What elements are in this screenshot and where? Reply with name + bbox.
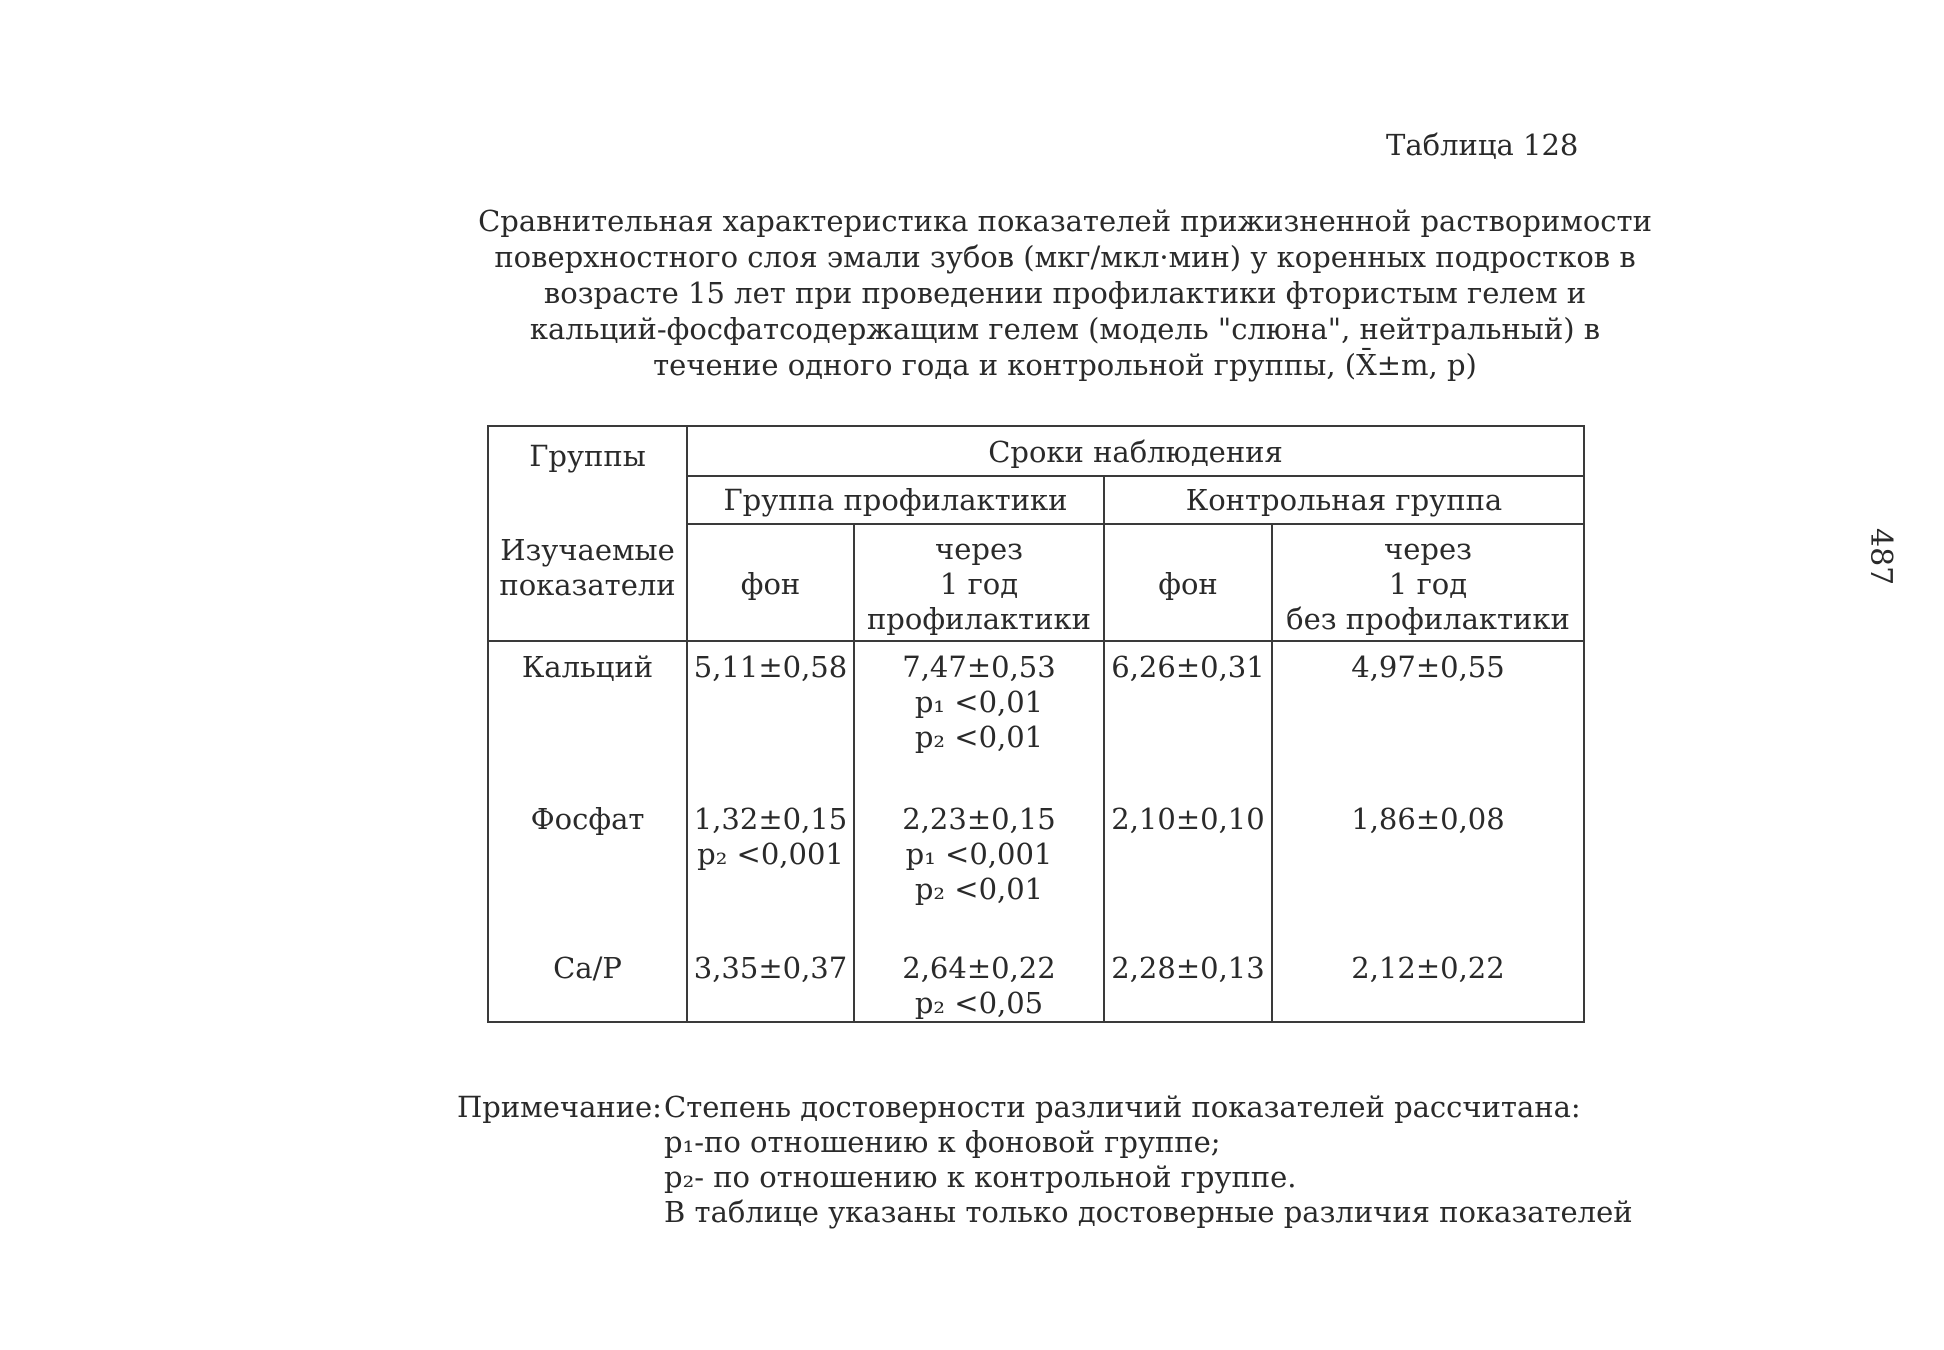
table-cell: 2,28±0,13 [1111, 951, 1265, 985]
row-label: Ca/P [553, 951, 622, 985]
column-header: через 1 год без профилактики [1286, 532, 1570, 636]
table-caption [445, 203, 1685, 383]
caption-line: поверхностного слоя эмали зубов (мкг/мкл·мин) у коренных подростков в [494, 240, 1636, 274]
table-number: Таблица 128 [1386, 128, 1579, 162]
table-cell: 6,26±0,31 [1111, 650, 1265, 684]
note-label: Примечание: [457, 1090, 662, 1124]
column-header: через 1 год профилактики [866, 532, 1092, 636]
column-header: фон [1158, 567, 1218, 601]
table-cell: 5,11±0,58 [693, 650, 848, 684]
caption-line: возрасте 15 лет при проведении профилактики фтористым гелем и [543, 276, 1587, 310]
row-label: Кальций [521, 650, 654, 684]
column-header: фон [740, 567, 801, 601]
table-cell: 3,35±0,37 [693, 951, 848, 985]
header-control-group: Контрольная группа [1185, 483, 1503, 517]
row-label: Фосфат [530, 802, 645, 836]
header-prophylaxis-group: Группа профилактики [723, 483, 1068, 517]
caption-line: течение одного года и контрольной группы, (X̄±m, p) [653, 348, 1477, 382]
note-lines [664, 1090, 1633, 1230]
table-cell: 2,12±0,22 [1351, 951, 1505, 985]
table-cell: 1,32±0,15 p₂ <0,001 [693, 802, 848, 871]
table-divider [1103, 477, 1105, 1021]
caption-line: Сравнительная характеристика показателей прижизненной растворимости [478, 204, 1652, 238]
header-indicators: Изучаемые показатели [499, 533, 676, 602]
header-groups: Группы [529, 439, 646, 473]
note-line: p₁-по отношению к фоновой группе; [664, 1125, 1221, 1159]
page-number: 487 [1863, 528, 1898, 586]
caption-line: кальций-фосфатсодержащим гелем (модель "слюна", нейтральный) в [529, 312, 1601, 346]
note-line: В таблице указаны только достоверные различия показателей [664, 1195, 1633, 1229]
table-cell: 2,23±0,15 p₁ <0,001 p₂ <0,01 [902, 802, 1056, 906]
table-divider [686, 475, 1583, 477]
note-line: p₂- по отношению к контрольной группе. [664, 1160, 1297, 1194]
table-cell: 2,10±0,10 [1111, 802, 1265, 836]
header-observation-terms: Сроки наблюдения [988, 435, 1283, 469]
data-table [487, 425, 1585, 1023]
table-cell: 4,97±0,55 [1351, 650, 1505, 684]
table-cell: 7,47±0,53 p₁ <0,01 p₂ <0,01 [902, 650, 1056, 754]
table-divider [489, 640, 1583, 642]
note-line: Степень достоверности различий показателей рассчитана: [664, 1090, 1581, 1124]
table-cell: 1,86±0,08 [1351, 802, 1505, 836]
table-cell: 2,64±0,22 p₂ <0,05 [902, 951, 1056, 1020]
table-divider [686, 523, 1583, 525]
